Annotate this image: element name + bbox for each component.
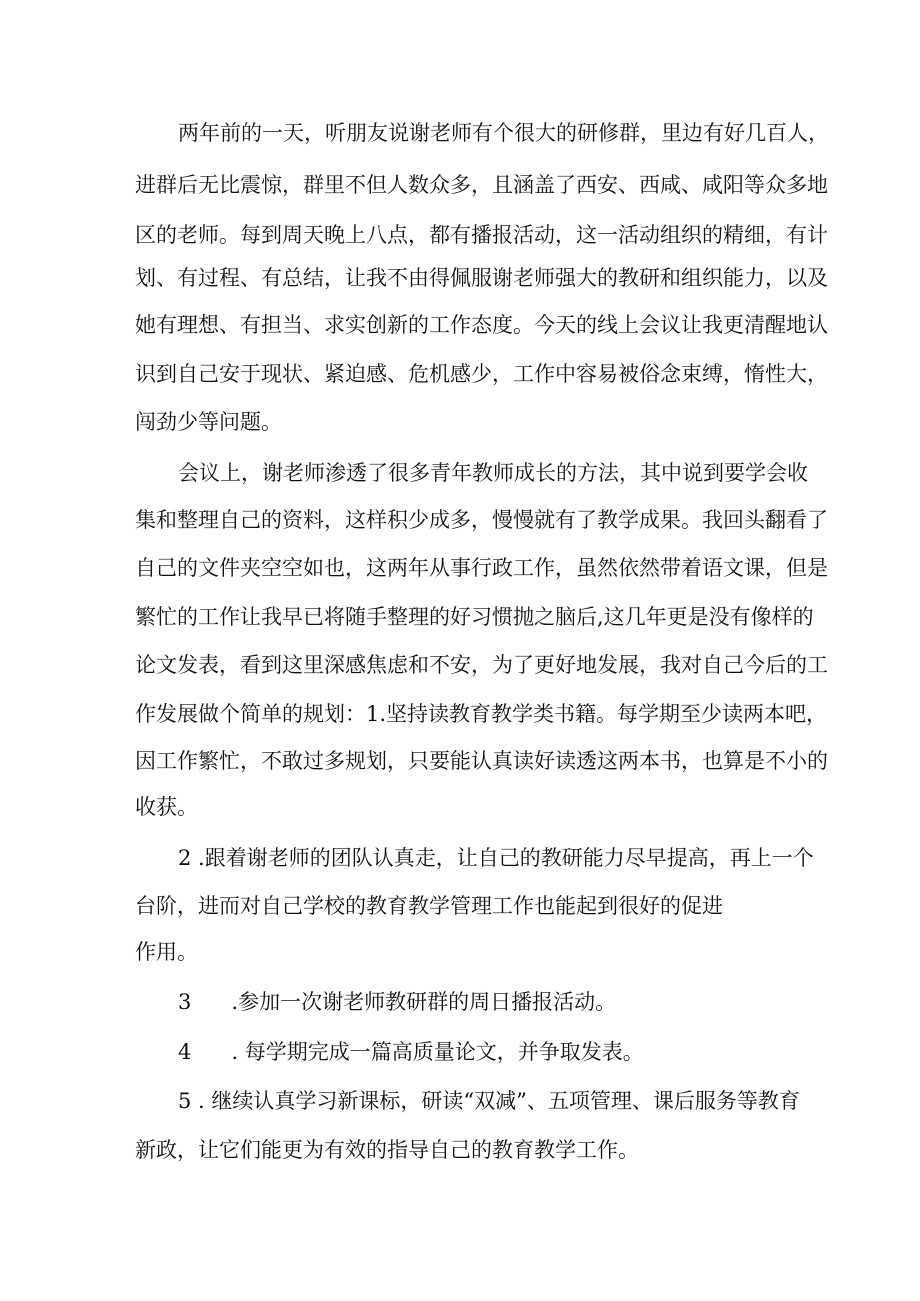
text-line: 作用。 <box>135 940 198 964</box>
text-line: 划、有过程、有总结，让我不由得佩服谢老师强大的教研和组织能力，以及 <box>135 266 828 290</box>
text-line: 繁忙的工作让我早已将随手整理的好习惯抛之脑后,这几年更是没有像样的 <box>135 605 814 629</box>
text-line: 闯劲少等问题。 <box>135 410 282 434</box>
text-line: 论文发表，看到这里深感焦虑和不安，为了更好地发展，我对自己今后的工 <box>135 653 828 677</box>
text-line: 进群后无比震惊，群里不但人数众多，且涵盖了西安、西咸、咸阳等众多地 <box>135 173 828 197</box>
text-line: 因工作繁忙，不敢过多规划，只要能认真读好读透这两本书，也算是不小的 <box>135 749 828 773</box>
text-line: 5 . 继续认真学习新课标，研读“双减”、五项管理、课后服务等教育 <box>178 1089 800 1113</box>
text-line: 4 . 每学期完成一篇高质量论文，并争取发表。 <box>178 1040 644 1064</box>
text-line: 识到自己安于现状、紧迫感、危机感少，工作中容易被俗念束缚，惰性大， <box>135 362 828 386</box>
text-line: 两年前的一天，听朋友说谢老师有个很大的研修群，里边有好几百人， <box>178 121 829 145</box>
text-line: 作发展做个简单的规划：1.坚持读教育教学类书籍。每学期至少读两本吧， <box>135 702 828 726</box>
text-line: 会议上，谢老师渗透了很多青年教师成长的方法，其中说到要学会收 <box>178 461 808 485</box>
text-line: 3 .参加一次谢老师教研群的周日播报活动。 <box>178 990 617 1014</box>
text-line: 自己的文件夹空空如也，这两年从事行政工作，虽然依然带着语文课，但是 <box>135 556 828 580</box>
text-line: 集和整理自己的资料，这样积少成多，慢慢就有了教学成果。我回头翻看了 <box>135 508 828 532</box>
text-line: 2 .跟着谢老师的团队认真走，让自己的教研能力尽早提高，再上一个 <box>178 846 814 870</box>
text-line: 她有理想、有担当、求实创新的工作态度。今天的线上会议让我更清醒地认 <box>135 313 828 337</box>
text-line: 新政，让它们能更为有效的指导自己的教育教学工作。 <box>135 1138 639 1162</box>
text-line: 收获。 <box>135 795 198 819</box>
text-line: 台阶，进而对自己学校的教育教学管理工作也能起到很好的促进 <box>135 894 723 918</box>
text-line: 区的老师。每到周天晚上八点，都有播报活动，这一活动组织的精细，有计 <box>135 223 828 247</box>
